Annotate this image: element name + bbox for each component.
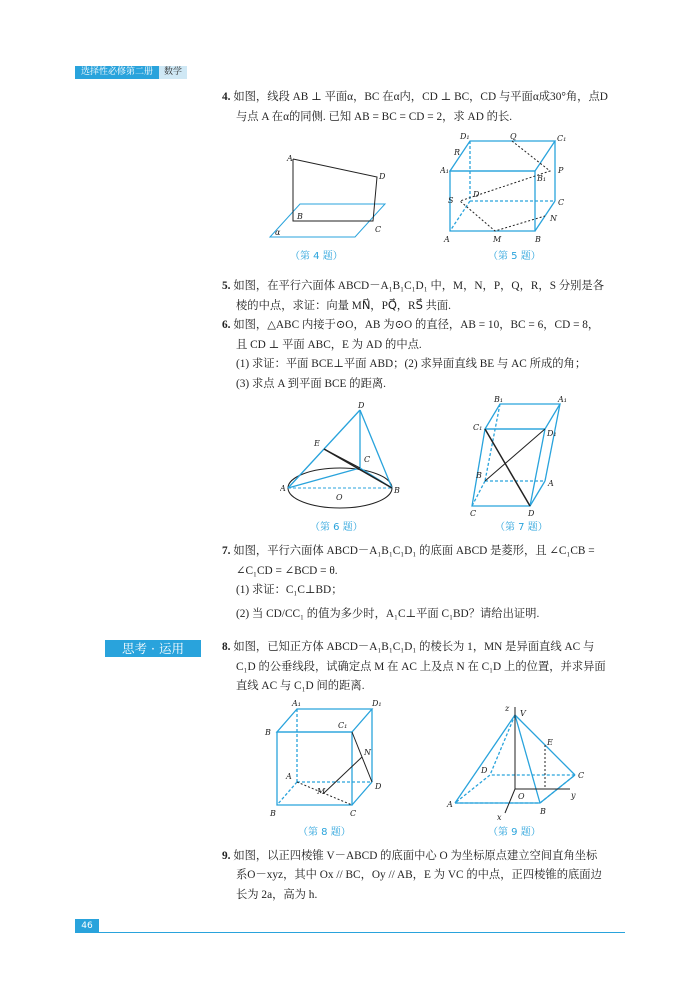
problem-text: ∠C₁CD = ∠BCD = θ. <box>236 564 338 577</box>
figure-6-caption: （第 6 题） <box>310 522 363 533</box>
figure-label: B <box>540 806 546 816</box>
problem-text: 如图，在平行六面体 ABCD－A₁B₁C₁D₁ 中，M，N，P，Q，R，S 分别是各 <box>233 280 605 292</box>
figure-9 <box>445 703 590 823</box>
problem-4 <box>222 88 638 127</box>
figure-label: B <box>535 235 541 244</box>
figure-label: M <box>493 235 502 244</box>
figure-label: C <box>364 455 371 464</box>
figure-label: D₁ <box>547 429 557 438</box>
figure-label: C <box>470 509 477 518</box>
figure-label: B₁ <box>494 395 504 404</box>
figure-label: O <box>518 791 525 801</box>
figure-label: z <box>505 703 510 713</box>
section-label: 思考 · 运用 <box>105 640 201 657</box>
figure-label: D <box>375 781 382 791</box>
figure-4-caption: （第 4 题） <box>290 251 343 262</box>
figure-label: E <box>547 737 553 747</box>
problem-text: 与点 A 在α的同侧. 已知 AB = BC = CD = 2，求 AD 的长. <box>236 110 513 123</box>
subject-label: 数学 <box>159 66 187 79</box>
problem-text: 且 CD ⊥ 平面 ABC，E 为 AD 的中点. <box>236 338 422 351</box>
figure-label: S <box>448 196 454 205</box>
figure-label: N <box>550 214 557 223</box>
content-column <box>81 88 638 954</box>
figure-label: A₁ <box>292 698 301 708</box>
page-footer <box>75 919 625 934</box>
figure-label: B <box>476 471 482 480</box>
problem-text: 如图，平行六面体 ABCD－A₁B₁C₁D₁ 的底面 ABCD 是菱形，且 ∠C₁CB = <box>233 545 595 557</box>
figure-label: α <box>275 228 281 237</box>
figure-label: P <box>558 166 564 175</box>
problem-text: 如图，△ABC 内接于⊙O，AB 为⊙O 的直径，AB = 10，BC = 6，CD = 8， <box>233 319 600 331</box>
figure-label: D₁ <box>372 698 382 708</box>
problem-text: 直线 AC 与 C₁D 间的距离. <box>236 680 365 692</box>
figure-label: D <box>358 401 365 410</box>
problem-text: 长为 2a，高为 h. <box>236 888 318 901</box>
figure-8 <box>262 697 392 822</box>
book-title: 选择性必修第二册 <box>75 66 159 79</box>
problem-text: C₁D 的公垂线段，试确定点 M 在 AC 上及点 N 在 C₁D 上的位置，并求异面 <box>236 660 606 673</box>
problem-number: 9. <box>222 849 231 862</box>
figure-7 <box>470 394 575 519</box>
footer-rule <box>75 932 625 933</box>
problem-text: 系O－xyz，其中 Ox // BC，Oy // AB，E 为 VC 的中点，正四棱锥的底面边 <box>236 869 602 881</box>
figure-label: B₁ <box>537 174 547 183</box>
figure-5-caption: （第 5 题） <box>488 251 541 262</box>
problem-text: 如图，线段 AB ⊥ 平面α，BC 在α内，CD ⊥ BC，CD 与平面α成30°角，点D <box>233 91 608 103</box>
page-number: 46 <box>75 919 99 933</box>
figure-label: A <box>447 799 453 809</box>
problem-8 <box>122 638 638 697</box>
figure-label: B <box>270 808 276 818</box>
figure-label: E <box>314 439 320 448</box>
problem-5 <box>222 277 638 316</box>
problem-number: 8. <box>222 641 231 653</box>
figure-label: D₁ <box>460 132 470 141</box>
problem-text: 如图，以正四棱锥 V－ABCD 的底面中心 O 为坐标原点建立空间直角坐标 <box>233 849 598 862</box>
figure-label: C <box>350 808 357 818</box>
figure-label: D <box>379 172 386 181</box>
problem-text: 如图，已知正方体 ABCD－A₁B₁C₁D₁ 的棱长为 1，MN 是异面直线 AC 与 <box>233 641 595 653</box>
figure-label: N <box>364 747 371 757</box>
problem-6 <box>222 316 638 394</box>
figure-label: A <box>444 235 450 244</box>
figure-label: B <box>297 212 303 221</box>
problem-9 <box>222 847 638 906</box>
figure-label: C <box>578 770 585 780</box>
problem-7 <box>222 542 638 624</box>
figure-label: C <box>558 198 565 207</box>
figure-label: D <box>481 765 488 775</box>
figure-label: Q <box>510 132 517 141</box>
running-header <box>75 66 187 79</box>
figure-4 <box>255 149 390 244</box>
problem-text: (3) 求点 A 到平面 BCE 的距离. <box>236 377 386 390</box>
figure-label: D <box>473 190 480 199</box>
figure-label: C₁ <box>557 134 567 143</box>
problem-number: 4. <box>222 91 231 103</box>
figure-label: C <box>375 225 382 234</box>
figure-9-caption: （第 9 题） <box>488 826 541 838</box>
figure-label: A₁ <box>440 166 449 175</box>
figure-label: O <box>336 493 343 502</box>
problem-number: 5. <box>222 280 231 292</box>
figure-8-caption: （第 8 题） <box>298 826 351 838</box>
figure-label: A <box>287 154 293 163</box>
figure-label: C₁ <box>338 720 348 730</box>
figure-label: R <box>454 148 461 157</box>
figure-label: x <box>497 812 502 822</box>
figure-label: C₁ <box>473 423 483 432</box>
figure-row-6-7 <box>222 394 638 542</box>
figure-label: B <box>394 486 400 495</box>
figure-row-4-5 <box>222 127 638 277</box>
figure-6 <box>280 400 405 515</box>
problem-number: 7. <box>222 545 231 557</box>
figure-label: M <box>317 786 326 796</box>
figure-label: A <box>280 484 286 493</box>
figure-row-8-9 <box>222 697 638 847</box>
figure-label: B <box>265 727 271 737</box>
figure-label: A <box>548 479 554 488</box>
figure-label: V <box>520 708 526 718</box>
problem-number: 6. <box>222 319 231 331</box>
figure-label: A <box>286 771 292 781</box>
problem-text: (2) 当 CD/CC₁ 的值为多少时，A₁C⊥平面 C₁BD？请给出证明. <box>236 607 540 620</box>
problem-text: 棱的中点，求证：向量 MN⃗，PQ⃗，RS⃗ 共面. <box>236 299 452 312</box>
figure-7-caption: （第 7 题） <box>495 522 548 533</box>
figure-label: y <box>571 790 576 800</box>
figure-label: A₁ <box>558 395 567 404</box>
figure-5 <box>440 131 580 245</box>
problem-text: (1) 求证：C₁C⊥BD； <box>236 584 343 596</box>
problem-text: (1) 求证：平面 BCE⊥平面 ABD；(2) 求异面直线 BE 与 AC 所成的角； <box>236 358 587 370</box>
figure-label: D <box>528 509 535 518</box>
